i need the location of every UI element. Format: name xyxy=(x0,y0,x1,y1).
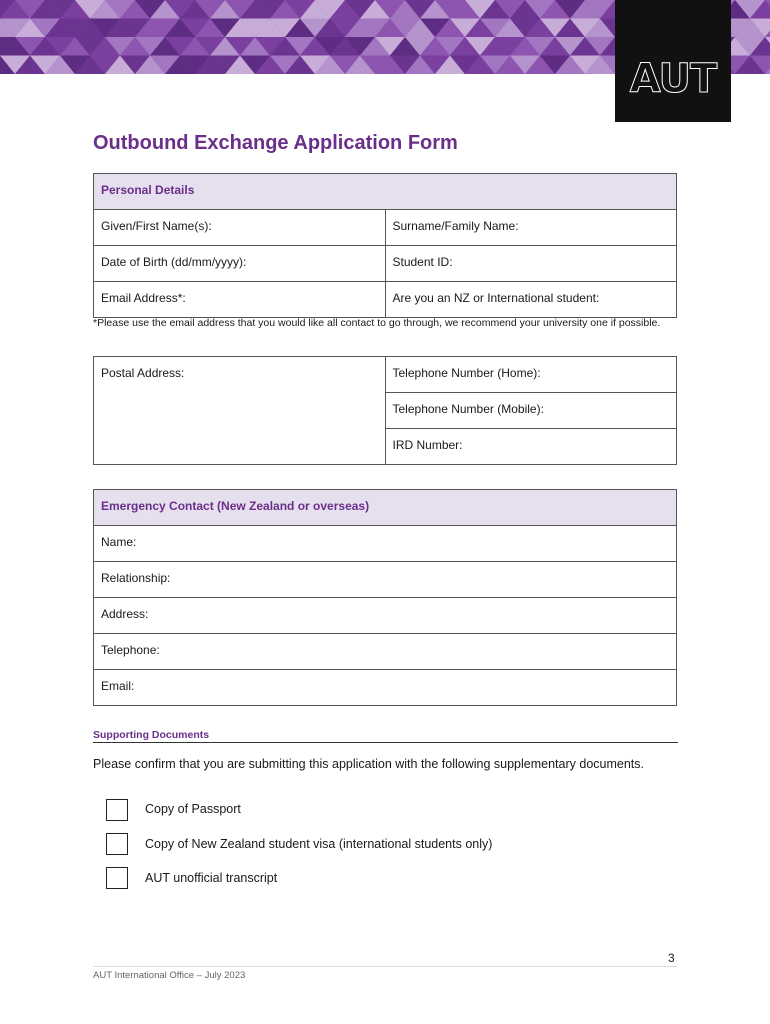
given-name-field[interactable]: Given/First Name(s): xyxy=(94,210,386,246)
student-id-field[interactable]: Student ID: xyxy=(385,246,677,282)
supporting-documents-header: Supporting Documents xyxy=(93,729,678,743)
passport-label: Copy of Passport xyxy=(145,802,241,816)
visa-checkbox[interactable] xyxy=(106,833,128,855)
telephone-home-field[interactable]: Telephone Number (Home): xyxy=(385,357,677,393)
contact-table xyxy=(93,356,677,465)
personal-details-header: Personal Details xyxy=(94,174,677,210)
emergency-name-field[interactable]: Name: xyxy=(94,526,677,562)
transcript-checkbox[interactable] xyxy=(106,867,128,889)
page-number: 3 xyxy=(668,951,675,965)
telephone-mobile-field[interactable]: Telephone Number (Mobile): xyxy=(385,393,677,429)
emergency-relationship-field[interactable]: Relationship: xyxy=(94,562,677,598)
personal-details-table xyxy=(93,173,677,318)
page-footer: AUT International Office – July 2023 xyxy=(93,966,677,981)
aut-logo xyxy=(615,0,731,122)
visa-label: Copy of New Zealand student visa (international students only) xyxy=(145,837,493,851)
emergency-telephone-field[interactable]: Telephone: xyxy=(94,634,677,670)
emergency-contact-table xyxy=(93,489,677,706)
passport-checkbox[interactable] xyxy=(106,799,128,821)
supporting-documents-intro: Please confirm that you are submitting this application with the following supplementary documents. xyxy=(93,757,644,771)
surname-field[interactable]: Surname/Family Name: xyxy=(385,210,677,246)
email-note: *Please use the email address that you would like all contact to go through, we recommend your university one if possible. xyxy=(93,317,661,329)
email-address-field[interactable]: Email Address*: xyxy=(94,282,386,318)
emergency-email-field[interactable]: Email: xyxy=(94,670,677,706)
student-type-field[interactable]: Are you an NZ or International student: xyxy=(385,282,677,318)
emergency-address-field[interactable]: Address: xyxy=(94,598,677,634)
page-title: Outbound Exchange Application Form xyxy=(93,132,458,154)
transcript-label: AUT unofficial transcript xyxy=(145,871,278,885)
logo-text: AUT xyxy=(629,56,717,102)
ird-number-field[interactable]: IRD Number: xyxy=(385,429,677,465)
date-of-birth-field[interactable]: Date of Birth (dd/mm/yyyy): xyxy=(94,246,386,282)
emergency-contact-header: Emergency Contact (New Zealand or overseas) xyxy=(94,490,677,526)
postal-address-field[interactable]: Postal Address: xyxy=(94,357,386,465)
